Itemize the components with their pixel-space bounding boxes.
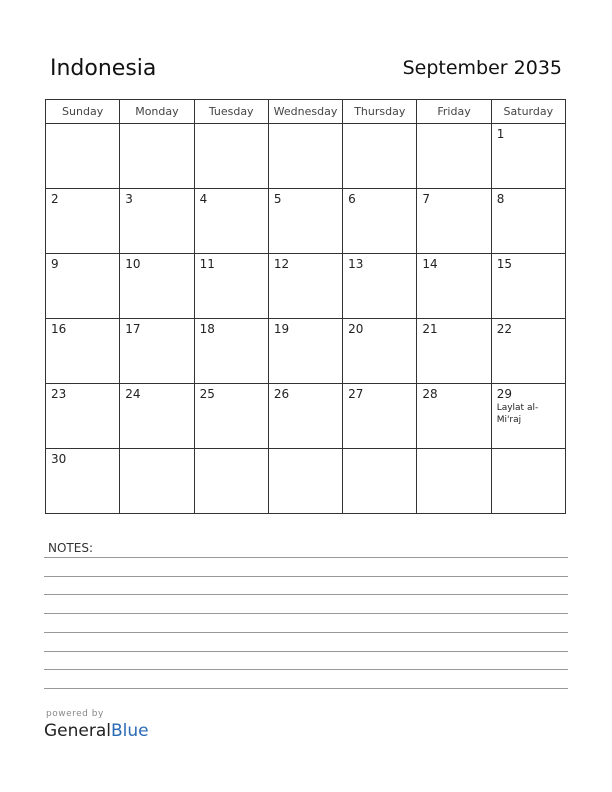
notes-line: [44, 632, 568, 633]
day-number: [417, 449, 490, 452]
day-cell: [417, 124, 491, 189]
day-cell: [46, 189, 120, 254]
day-cell: [268, 384, 342, 449]
day-number: 3: [125, 192, 133, 206]
day-cell: [417, 384, 491, 449]
day-cell: [343, 254, 417, 319]
day-number: [492, 449, 565, 452]
month-year-title: September 2035: [402, 57, 562, 79]
day-number: 7: [422, 192, 431, 206]
weekday-friday: Friday: [417, 100, 491, 124]
day-cell: [268, 319, 342, 384]
day-cell: [120, 449, 194, 514]
weekday-header-row: [46, 100, 566, 124]
day-number: [269, 449, 342, 452]
week-row: [46, 254, 566, 319]
day-cell: [343, 449, 417, 514]
day-cell: [120, 189, 194, 254]
brand-name-part2: Blue: [111, 721, 149, 741]
day-number: [195, 449, 268, 452]
day-number: 24: [125, 387, 141, 401]
day-number: 29: [496, 387, 512, 401]
notes-line: [44, 651, 568, 652]
day-cell: [343, 124, 417, 189]
day-cell: [417, 254, 491, 319]
day-cell: [194, 449, 268, 514]
day-number: 8: [496, 192, 505, 206]
day-cell: [120, 319, 194, 384]
notes-line: [44, 669, 568, 670]
weekday-tuesday: Tuesday: [194, 100, 268, 124]
day-number: [195, 124, 268, 127]
day-cell: [268, 254, 342, 319]
day-cell: [194, 319, 268, 384]
notes-line: [44, 576, 568, 577]
week-row: [46, 189, 566, 254]
holiday-label: Laylat al-Mi'raj: [496, 403, 539, 425]
brand-name-part1: General: [44, 721, 111, 741]
notes-label: NOTES:: [48, 541, 93, 555]
day-number: 30: [51, 452, 67, 466]
day-number: 6: [348, 192, 356, 206]
day-number: 12: [273, 257, 290, 271]
day-cell: [417, 319, 491, 384]
day-number: 14: [422, 257, 438, 271]
day-number: 20: [348, 322, 364, 336]
day-number: 21: [422, 322, 438, 336]
day-number: 23: [51, 387, 67, 401]
day-number: [343, 124, 416, 127]
day-cell: [343, 319, 417, 384]
day-cell: [194, 254, 268, 319]
notes-line: [44, 688, 568, 689]
day-cell: [120, 254, 194, 319]
day-number: 16: [51, 322, 67, 336]
day-cell: [46, 319, 120, 384]
day-number: 5: [273, 192, 282, 206]
notes-line: [44, 613, 568, 614]
day-number: 15: [496, 257, 512, 271]
day-cell: [491, 384, 565, 449]
notes-line: [44, 557, 568, 558]
day-number: [120, 124, 193, 127]
day-cell: [46, 384, 120, 449]
day-number: 11: [199, 257, 215, 271]
day-cell: [120, 124, 194, 189]
day-cell: [343, 189, 417, 254]
day-cell: [491, 189, 565, 254]
weekday-saturday: Saturday: [491, 100, 565, 124]
day-cell: [491, 254, 565, 319]
day-cell: [343, 384, 417, 449]
day-number: 26: [273, 387, 290, 401]
notes-line: [44, 594, 568, 595]
day-cell: [268, 124, 342, 189]
powered-by-text: powered by: [46, 709, 104, 719]
week-row: [46, 449, 566, 514]
day-number: 10: [125, 257, 141, 271]
day-number: 27: [348, 387, 364, 401]
brand-logo: [44, 721, 149, 741]
day-cell: [46, 449, 120, 514]
day-cell: [194, 384, 268, 449]
week-row: [46, 319, 566, 384]
day-number: 18: [199, 322, 215, 336]
day-number: 1: [496, 127, 505, 141]
week-row: [46, 124, 566, 189]
day-cell: [491, 449, 565, 514]
day-cell: [417, 189, 491, 254]
day-number: 13: [348, 257, 364, 271]
day-cell: [268, 449, 342, 514]
day-cell: [120, 384, 194, 449]
day-number: 17: [125, 322, 141, 336]
calendar-grid: [45, 99, 566, 514]
day-number: 2: [51, 192, 59, 206]
weekday-monday: Monday: [120, 100, 194, 124]
day-number: 28: [422, 387, 438, 401]
day-number: 25: [199, 387, 215, 401]
country-title: Indonesia: [50, 56, 157, 81]
day-number: [46, 124, 119, 127]
day-number: 19: [273, 322, 290, 336]
day-number: 4: [199, 192, 208, 206]
day-number: 22: [496, 322, 512, 336]
day-number: 9: [51, 257, 59, 271]
day-cell: [46, 254, 120, 319]
day-cell: [46, 124, 120, 189]
day-cell: [268, 189, 342, 254]
day-number: [343, 449, 416, 452]
day-cell: [491, 319, 565, 384]
day-number: [417, 124, 490, 127]
week-row: [46, 384, 566, 449]
day-cell: [417, 449, 491, 514]
weekday-thursday: Thursday: [343, 100, 417, 124]
day-number: [269, 124, 342, 127]
day-cell: [194, 124, 268, 189]
day-cell: [491, 124, 565, 189]
weekday-sunday: Sunday: [46, 100, 120, 124]
day-cell: [194, 189, 268, 254]
weekday-wednesday: Wednesday: [268, 100, 342, 124]
day-number: [120, 449, 193, 452]
